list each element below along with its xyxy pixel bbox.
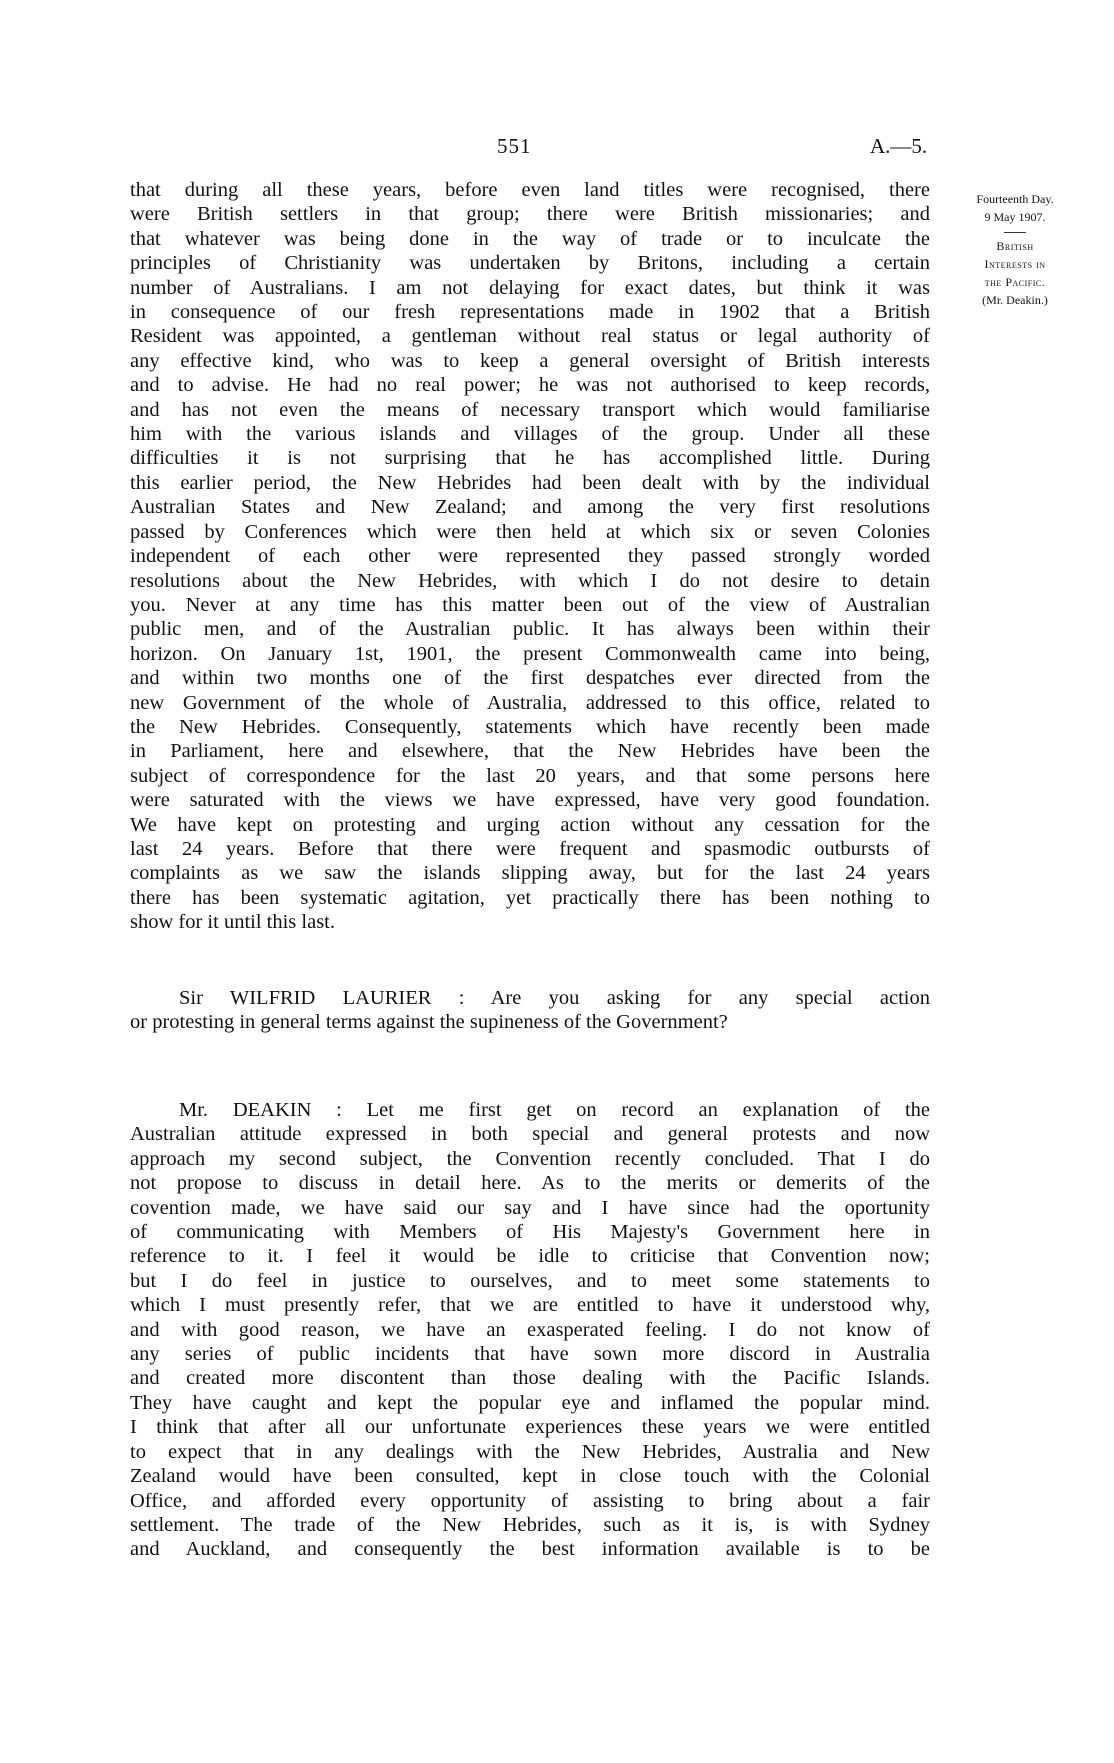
- paragraph-deakin-continued: [130, 178, 930, 935]
- text-line: to expect that in any dealings with the New Hebrides, Australia and New: [130, 1440, 930, 1463]
- text-line: any effective kind, who was to keep a general oversight of British interests: [130, 349, 930, 372]
- paragraph-deakin-reply: [130, 1098, 930, 1562]
- text-line: difficulties it is not surprising that he has accomplished little. During: [130, 447, 930, 470]
- margin-note-day: Fourteenth Day.: [976, 192, 1054, 206]
- margin-note-subject-1: British: [996, 239, 1034, 253]
- text-line: which I must presently refer, that we are entitled to have it understood why,: [130, 1294, 930, 1317]
- text-line: in consequence of our fresh representations made in 1902 that a British: [130, 301, 930, 324]
- text-line: and Auckland, and consequently the best information available is to be: [130, 1538, 930, 1561]
- text-line: horizon. On January 1st, 1901, the present Commonwealth came into being,: [130, 642, 930, 665]
- margin-note-rule: [1004, 232, 1026, 233]
- text-line: complaints as we saw the islands slipping away, but for the last 24 years: [130, 862, 930, 885]
- text-line: him with the various islands and villages of the group. Under all these: [130, 423, 930, 446]
- margin-note-subject-3: the Pacific.: [984, 275, 1046, 289]
- text-line: Australian States and New Zealand; and among the very first resolutions: [130, 496, 930, 519]
- text-line: new Government of the whole of Australia, addressed to this office, related to: [130, 691, 930, 714]
- text-line: Office, and afforded every opportunity of assisting to bring about a fair: [130, 1489, 930, 1512]
- margin-note-date: 9 May 1907.: [984, 210, 1046, 224]
- text-line: any series of public incidents that have sown more discord in Australia: [130, 1343, 930, 1366]
- margin-note: [940, 190, 1090, 309]
- text-line: Sir WILFRID LAURIER : Are you asking for any special action: [179, 987, 930, 1009]
- text-line: were British settlers in that group; there were British missionaries; and: [130, 203, 930, 226]
- text-line: or protesting in general terms against the supineness of the Government?: [130, 1011, 728, 1034]
- text-line: I think that after all our unfortunate experiences these years we were entitled: [130, 1416, 930, 1439]
- text-line: principles of Christianity was undertaken by Britons, including a certain: [130, 252, 930, 275]
- text-line: settlement. The trade of the New Hebrides, such as it is, is with Sydney: [130, 1513, 930, 1536]
- text-line: show for it until this last.: [130, 911, 335, 934]
- text-line: in Parliament, here and elsewhere, that the New Hebrides have been the: [130, 740, 930, 763]
- text-line: number of Australians. I am not delaying for exact dates, but think it was: [130, 276, 930, 299]
- text-line: Resident was appointed, a gentleman without real status or legal authority of: [130, 325, 930, 348]
- text-line: passed by Conferences which were then held at which six or seven Colonies: [130, 520, 930, 543]
- text-line: independent of each other were represented they passed strongly worded: [130, 545, 930, 568]
- text-line: of communicating with Members of His Majesty's Government here in: [130, 1221, 930, 1244]
- text-line: but I do feel in justice to ourselves, and to meet some statements to: [130, 1269, 930, 1292]
- text-line: there has been systematic agitation, yet practically there has been nothing to: [130, 886, 930, 909]
- text-line: not propose to discuss in detail here. As to the merits or demerits of the: [130, 1172, 930, 1195]
- text-line: and created more discontent than those dealing with the Pacific Islands.: [130, 1367, 930, 1390]
- text-line: that whatever was being done in the way of trade or to inculcate the: [130, 227, 930, 250]
- text-line: were saturated with the views we have expressed, have very good foundation.: [130, 789, 930, 812]
- margin-note-subject-2: Interests in: [984, 257, 1046, 271]
- text-line: that during all these years, before even land titles were recognised, there: [130, 179, 930, 201]
- margin-note-speaker: (Mr. Deakin.): [982, 293, 1048, 307]
- text-line: resolutions about the New Hebrides, with which I do not desire to detain: [130, 569, 930, 592]
- text-line: approach my second subject, the Convention recently concluded. That I do: [130, 1147, 930, 1170]
- text-line: Mr. DEAKIN : Let me first get on record an explanation of the: [179, 1099, 930, 1121]
- page-number: 551: [497, 134, 532, 158]
- text-line: the New Hebrides. Consequently, statements which have recently been made: [130, 715, 930, 738]
- text-line: We have kept on protesting and urging action without any cessation for the: [130, 813, 930, 836]
- paragraph-laurier-question: [130, 986, 930, 1035]
- text-line: public men, and of the Australian public. It has always been within their: [130, 618, 930, 641]
- text-line: They have caught and kept the popular eye and inflamed the popular mind.: [130, 1391, 930, 1414]
- text-line: reference to it. I feel it would be idle to criticise that Convention now;: [130, 1245, 930, 1268]
- text-line: and to advise. He had no real power; he was not authorised to keep records,: [130, 374, 930, 397]
- text-line: covention made, we have said our say and I have since had the oportunity: [130, 1196, 930, 1219]
- text-line: and has not even the means of necessary transport which would familiarise: [130, 398, 930, 421]
- paper-reference: A.—5.: [870, 134, 928, 158]
- text-line: subject of correspondence for the last 20 years, and that some persons here: [130, 764, 930, 787]
- text-line: Australian attitude expressed in both special and general protests and now: [130, 1123, 930, 1146]
- text-line: and with good reason, we have an exasperated feeling. I do not know of: [130, 1318, 930, 1341]
- text-line: you. Never at any time has this matter been out of the view of Australian: [130, 593, 930, 616]
- text-line: last 24 years. Before that there were frequent and spasmodic outbursts of: [130, 837, 930, 860]
- text-line: and within two months one of the first despatches ever directed from the: [130, 667, 930, 690]
- text-line: Zealand would have been consulted, kept in close touch with the Colonial: [130, 1465, 930, 1488]
- text-line: this earlier period, the New Hebrides had been dealt with by the individual: [130, 471, 930, 494]
